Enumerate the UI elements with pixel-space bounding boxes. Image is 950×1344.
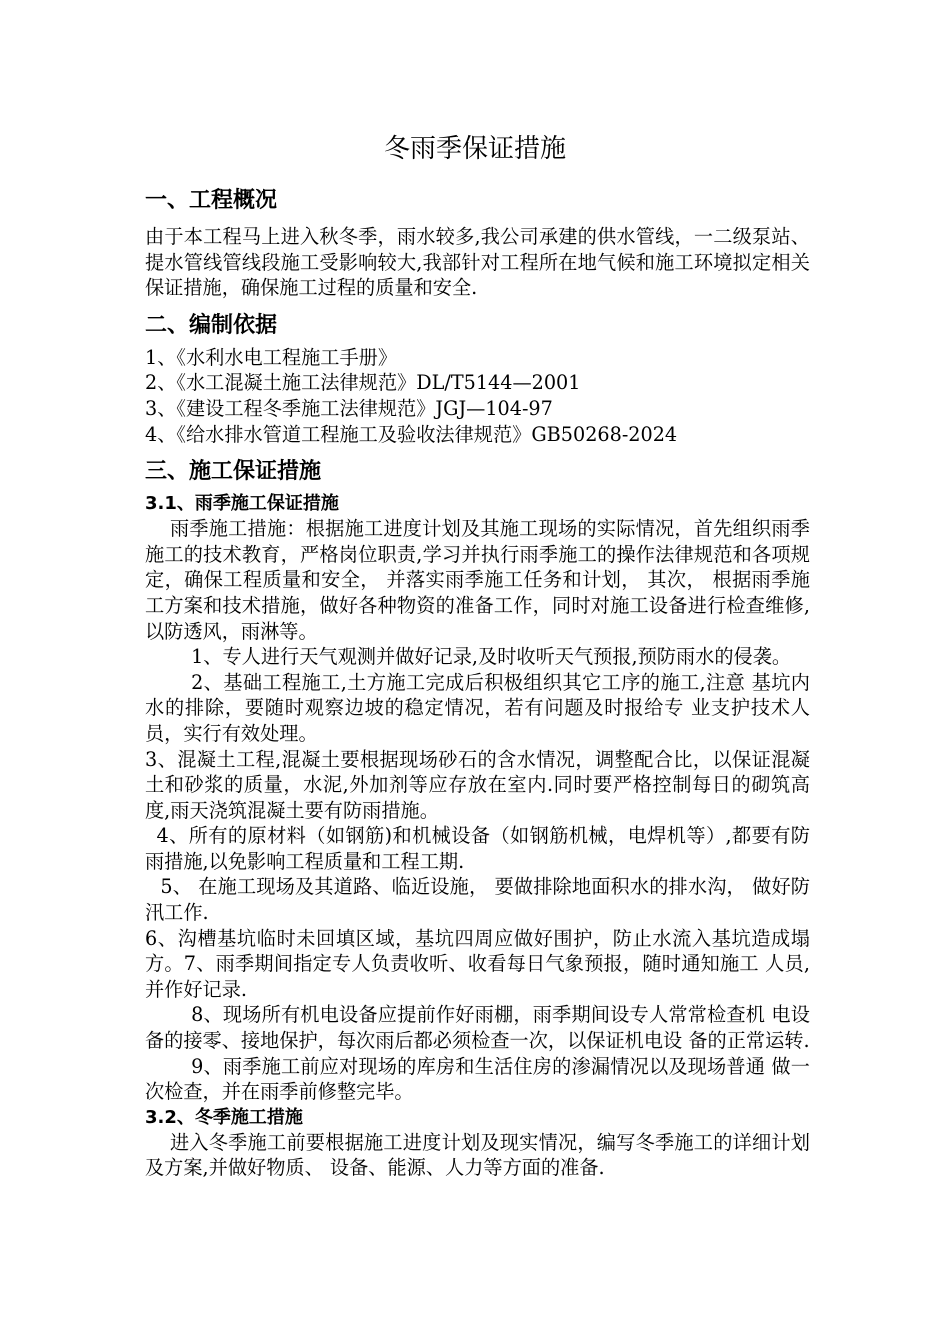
reference-list — [145, 345, 810, 447]
rain-item-8: 8、现场所有机电设备应提前作好雨棚，雨季期间设专人常常检查机 电设备的接零、接地保护，每次雨后都必须检查一次，以保证机电设 备的正常运转. — [145, 1003, 810, 1053]
rain-item-2: 2、基础工程施工,土方施工完成后积极组织其它工序的施工,注意 基坑内水的排除，要随时观察边坡的稳定情况，若有问题及时报给专 业支护技术人员，实行有效处理。 — [145, 670, 810, 745]
list-item: 4、《给水排水管道工程施工及验收法律规范》GB50268-2024 — [145, 422, 678, 446]
winter-intro-paragraph: 进入冬季施工前要根据施工进度计划及现实情况，编写冬季施工的详细计划及方案,并做好物质、 设备、能源、人力等方面的准备. — [145, 1130, 810, 1180]
document-title: 冬雨季保证措施 — [383, 134, 566, 164]
list-item: 3、《建设工程冬季施工法律规范》JGJ—104-97 — [145, 396, 553, 420]
document-body — [145, 186, 810, 1181]
list-item: 1、《水利水电工程施工手册》 — [145, 345, 398, 369]
rain-item-3: 3、混凝土工程,混凝土要根据现场砂石的含水情况，调整配合比，以保证混凝土和砂浆的质量，水泥,外加剂等应存放在室内.同时要严格控制每日的砌筑高度,雨天浇筑混凝土要有防雨措施。 — [145, 747, 810, 822]
section1-heading: 一、工程概况 — [145, 188, 278, 213]
rain-item-5: 5、 在施工现场及其道路、临近设施， 要做排除地面积水的排水沟， 做好防汛工作. — [145, 875, 810, 925]
rain-item-9: 9、雨季施工前应对现场的库房和生活住房的渗漏情况以及现场普通 做一次检查，并在雨季前修整完毕。 — [145, 1054, 810, 1104]
rain-item-4: 4、所有的原材料（如钢筋)和机械设备（如钢筋机械，电焊机等）,都要有防雨措施,以免影响工程质量和工程工期. — [145, 824, 810, 873]
rain-item-6-7: 6、沟槽基坑临时未回填区域，基坑四周应做好围护，防止水流入基坑造成塌方。7、雨季期间指定专人负责收听、收看每日气象预报，随时通知施工 人员,并作好记录. — [145, 926, 810, 1001]
rain-intro-paragraph: 雨季施工措施：根据施工进度计划及其施工现场的实际情况，首先组织雨季施工的技术教育，严格岗位职责,学习并执行雨季施工的操作法律规范和各项规定，确保工程质量和安全， 并落实雨季施工任务和计划， 其次， 根据雨季施工方案和技术措施，做好各种物资的准备工作，同时对施工设备进行检查维修,以防透风，雨淋等。 — [145, 517, 810, 643]
list-item: 2、《水工混凝土施工法律规范》DL/T5144—2001 — [145, 371, 581, 395]
subsection-3-2-heading: 3.2、冬季施工措施 — [145, 1106, 303, 1128]
section2-heading: 二、编制依据 — [145, 312, 278, 338]
subsection-3-1-heading: 3.1、雨季施工保证措施 — [145, 493, 339, 515]
section1-paragraph: 由于本工程马上进入秋冬季，雨水较多,我公司承建的供水管线，一二级泵站、提水管线管线段施工受影响较大,我部针对工程所在地气候和施工环境拟定相关保证措施，确保施工过程的质量和安全. — [145, 225, 810, 300]
rain-item-1: 1、专人进行天气观测并做好记录,及时收听天气预报,预防雨水的侵袭。 — [191, 645, 792, 669]
section3-heading: 三、施工保证措施 — [145, 459, 322, 485]
